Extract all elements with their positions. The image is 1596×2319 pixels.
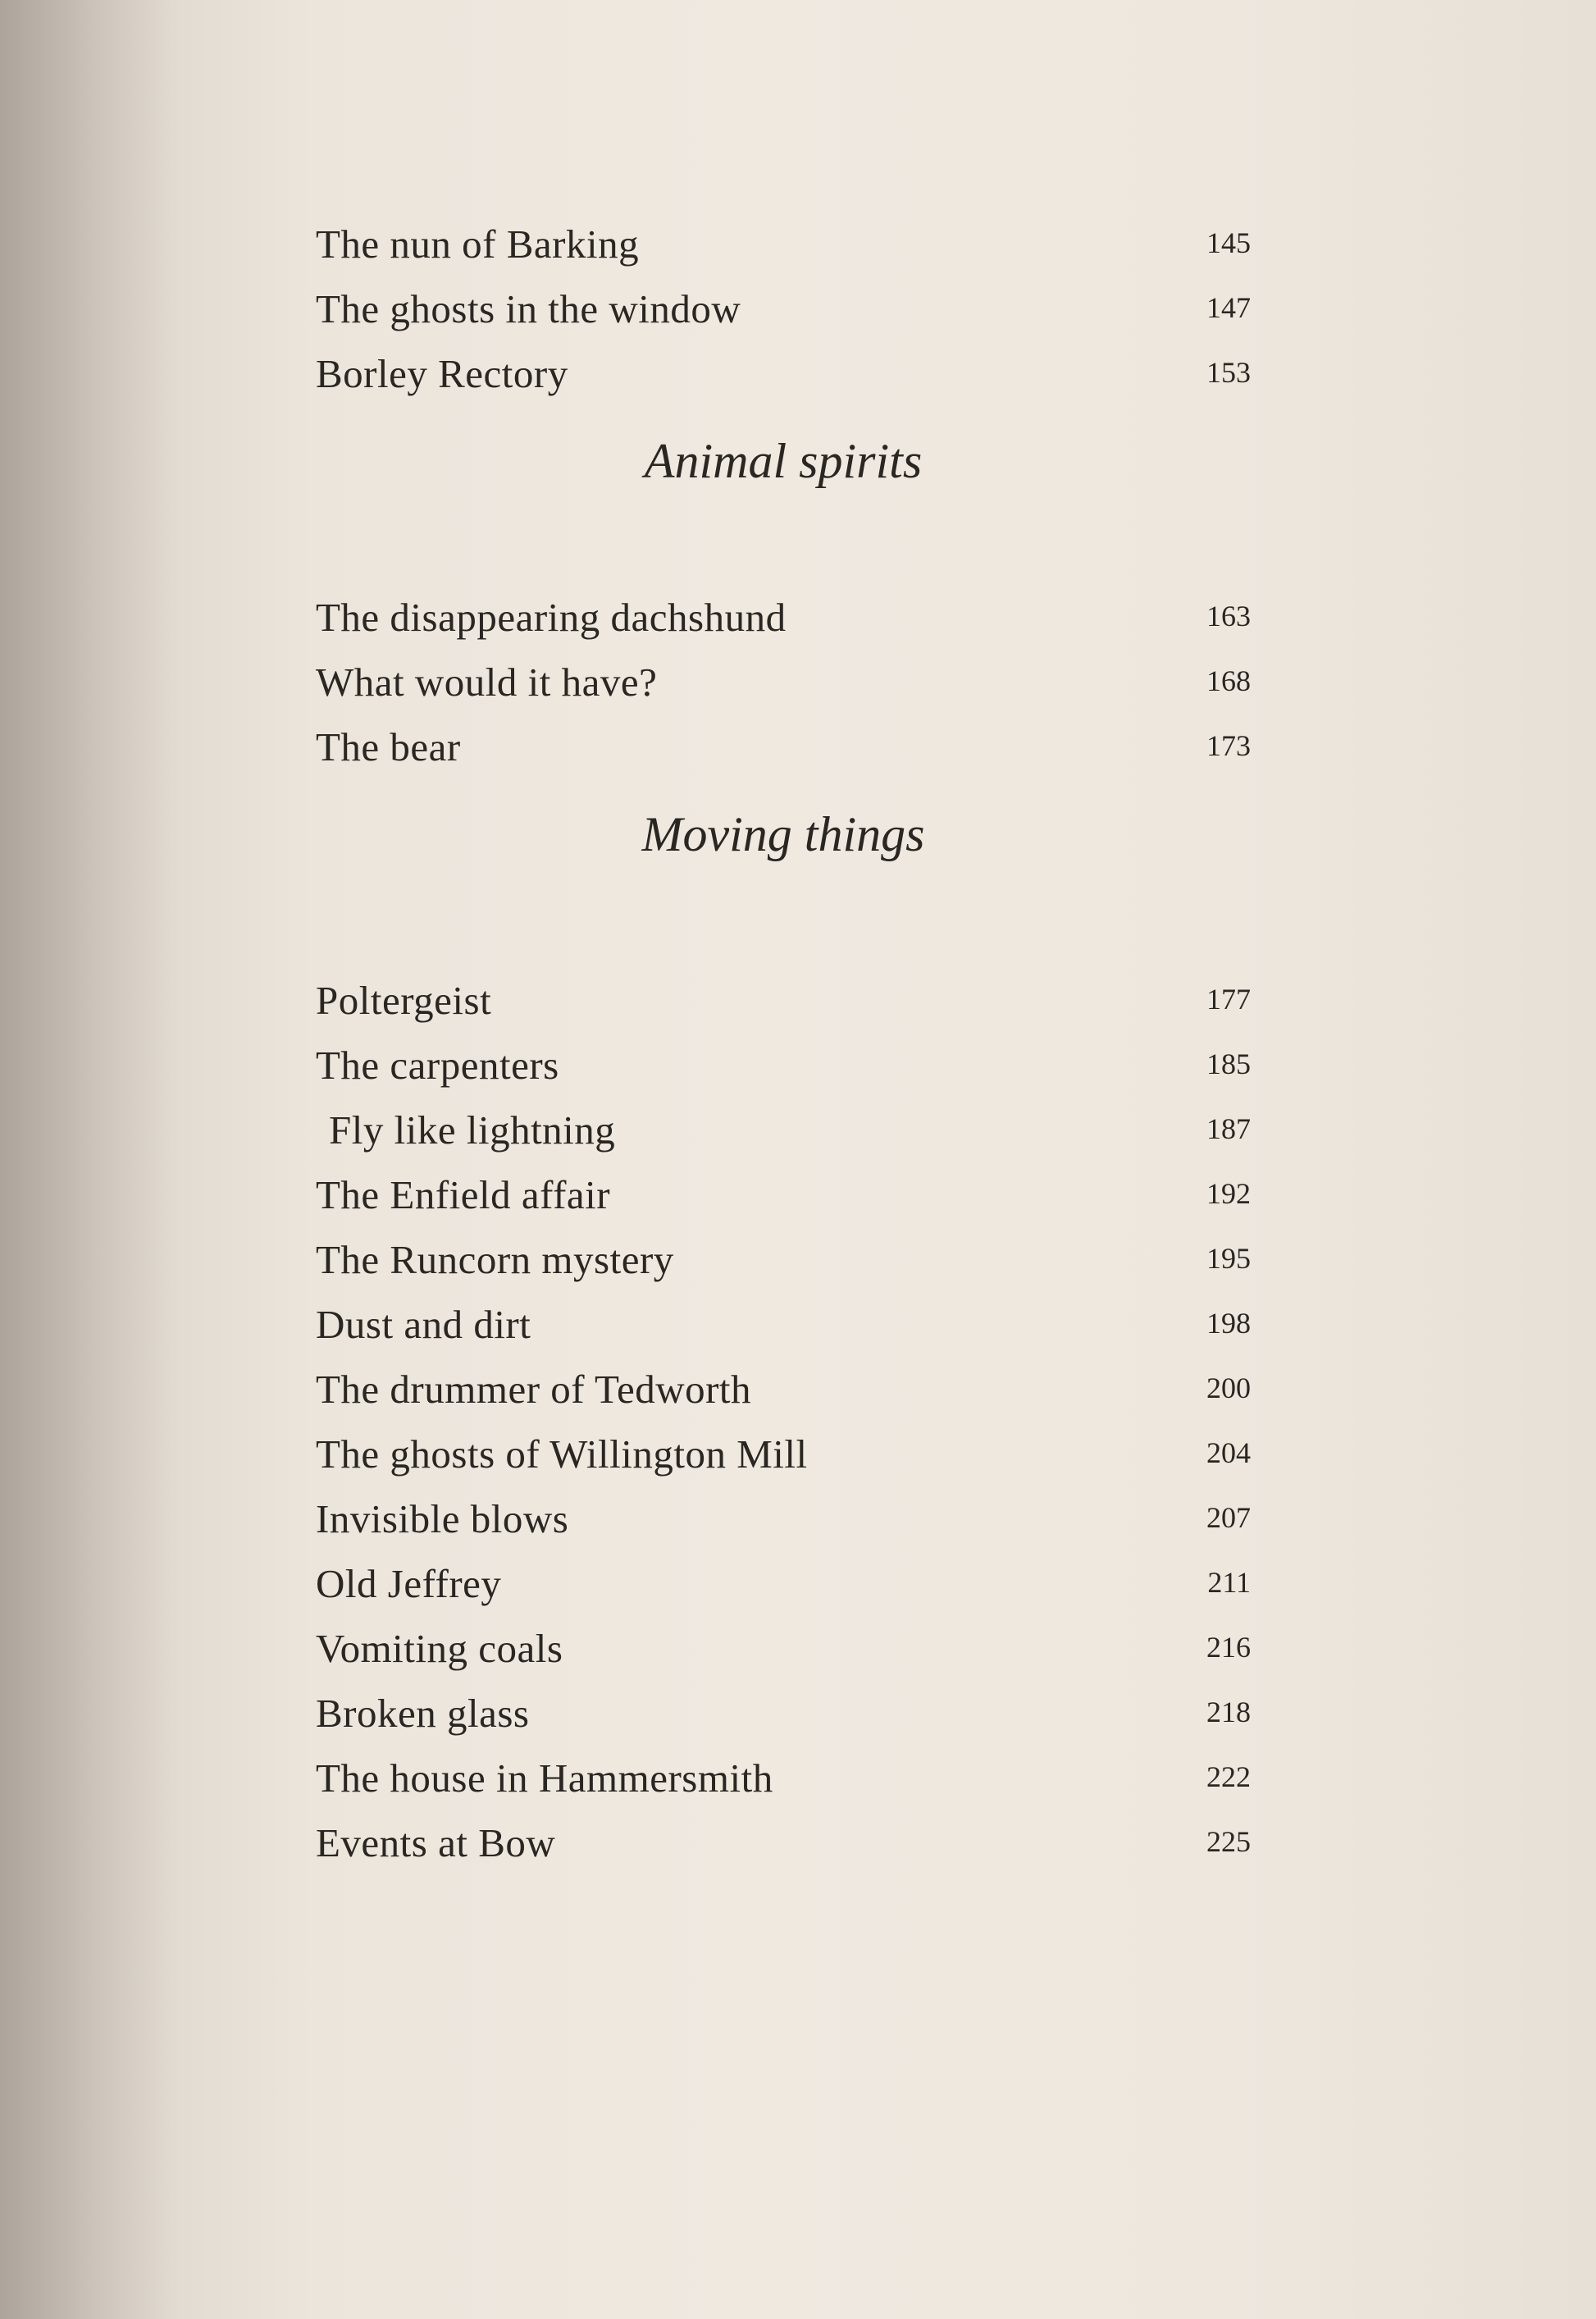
toc-entry-page: 185 <box>1206 1048 1251 1080</box>
toc-entry-title: The nun of Barking <box>316 221 640 267</box>
toc-entry <box>316 1739 1251 1804</box>
toc-entry-page: 225 <box>1206 1825 1251 1858</box>
toc-entry-title: Old Jeffrey <box>316 1561 502 1606</box>
toc-entry <box>316 335 1251 399</box>
toc-entry <box>316 205 1251 270</box>
toc-entry-page: 195 <box>1206 1242 1251 1275</box>
toc-entry <box>316 643 1251 708</box>
toc-entry <box>316 1804 1251 1869</box>
section-heading-text: Moving things <box>641 807 925 861</box>
toc-entry-page: 163 <box>1206 600 1251 632</box>
toc-entry <box>316 1350 1251 1415</box>
toc-entry-page: 211 <box>1207 1566 1251 1599</box>
toc-entry-page: 187 <box>1206 1112 1251 1145</box>
toc-entry-page: 207 <box>1206 1501 1251 1534</box>
toc-entry <box>316 708 1251 773</box>
toc-entry-title: The bear <box>316 724 461 769</box>
toc-entry-page: 192 <box>1206 1177 1251 1210</box>
toc-entry-title: Poltergeist <box>316 978 492 1023</box>
toc-entry <box>316 1221 1251 1285</box>
toc-entry-page: 222 <box>1206 1760 1251 1793</box>
toc-entry <box>316 1609 1251 1674</box>
section-heading-text: Animal spirits <box>644 434 923 488</box>
toc-entry <box>316 1415 1251 1480</box>
toc-entry <box>316 578 1251 643</box>
toc-entry-page: 147 <box>1206 291 1251 324</box>
toc-entry-title: Fly like lightning <box>329 1107 616 1153</box>
section-heading <box>316 806 1251 863</box>
toc-entry <box>316 1285 1251 1350</box>
toc-group <box>316 806 1251 1869</box>
page-gutter-shadow <box>0 0 180 2319</box>
toc-entry-title: The disappearing dachshund <box>316 595 787 640</box>
toc-entry-page: 218 <box>1206 1696 1251 1728</box>
toc-entry-page: 200 <box>1206 1372 1251 1404</box>
toc-entry <box>316 961 1251 1026</box>
toc-entry-page: 216 <box>1206 1631 1251 1664</box>
toc-entry <box>316 1156 1251 1221</box>
toc-entry <box>316 1026 1251 1091</box>
table-of-contents <box>316 205 1251 1869</box>
toc-entry-title: Vomiting coals <box>316 1626 563 1671</box>
toc-entry-title: Events at Bow <box>316 1820 556 1865</box>
toc-entry-title: Borley Rectory <box>316 351 568 396</box>
toc-entry-title: Broken glass <box>316 1691 530 1736</box>
toc-group <box>316 205 1251 399</box>
toc-entry-title: The carpenters <box>316 1043 559 1088</box>
toc-entry <box>316 1545 1251 1609</box>
toc-entry-title: What would it have? <box>316 660 658 705</box>
toc-entry <box>316 1674 1251 1739</box>
toc-group <box>316 432 1251 773</box>
section-heading <box>316 432 1251 490</box>
toc-entry-page: 177 <box>1206 983 1251 1016</box>
toc-entry <box>316 1091 1251 1156</box>
toc-entry-title: The Runcorn mystery <box>316 1237 674 1282</box>
toc-entry-page: 145 <box>1206 226 1251 259</box>
toc-entry-title: Invisible blows <box>316 1496 569 1541</box>
toc-entry-page: 198 <box>1206 1307 1251 1340</box>
toc-entry-page: 204 <box>1206 1436 1251 1469</box>
toc-entry-title: The Enfield affair <box>316 1172 611 1217</box>
toc-entry-title: The drummer of Tedworth <box>316 1367 752 1412</box>
toc-entry-title: Dust and dirt <box>316 1302 531 1347</box>
toc-entry-title: The ghosts in the window <box>316 286 741 331</box>
toc-entry <box>316 1480 1251 1545</box>
toc-entry-page: 153 <box>1206 356 1251 389</box>
toc-entry-title: The ghosts of Willington Mill <box>316 1431 808 1477</box>
toc-entry-page: 173 <box>1206 729 1251 762</box>
toc-entry-title: The house in Hammersmith <box>316 1755 773 1801</box>
toc-entry <box>316 270 1251 335</box>
toc-entry-page: 168 <box>1206 664 1251 697</box>
